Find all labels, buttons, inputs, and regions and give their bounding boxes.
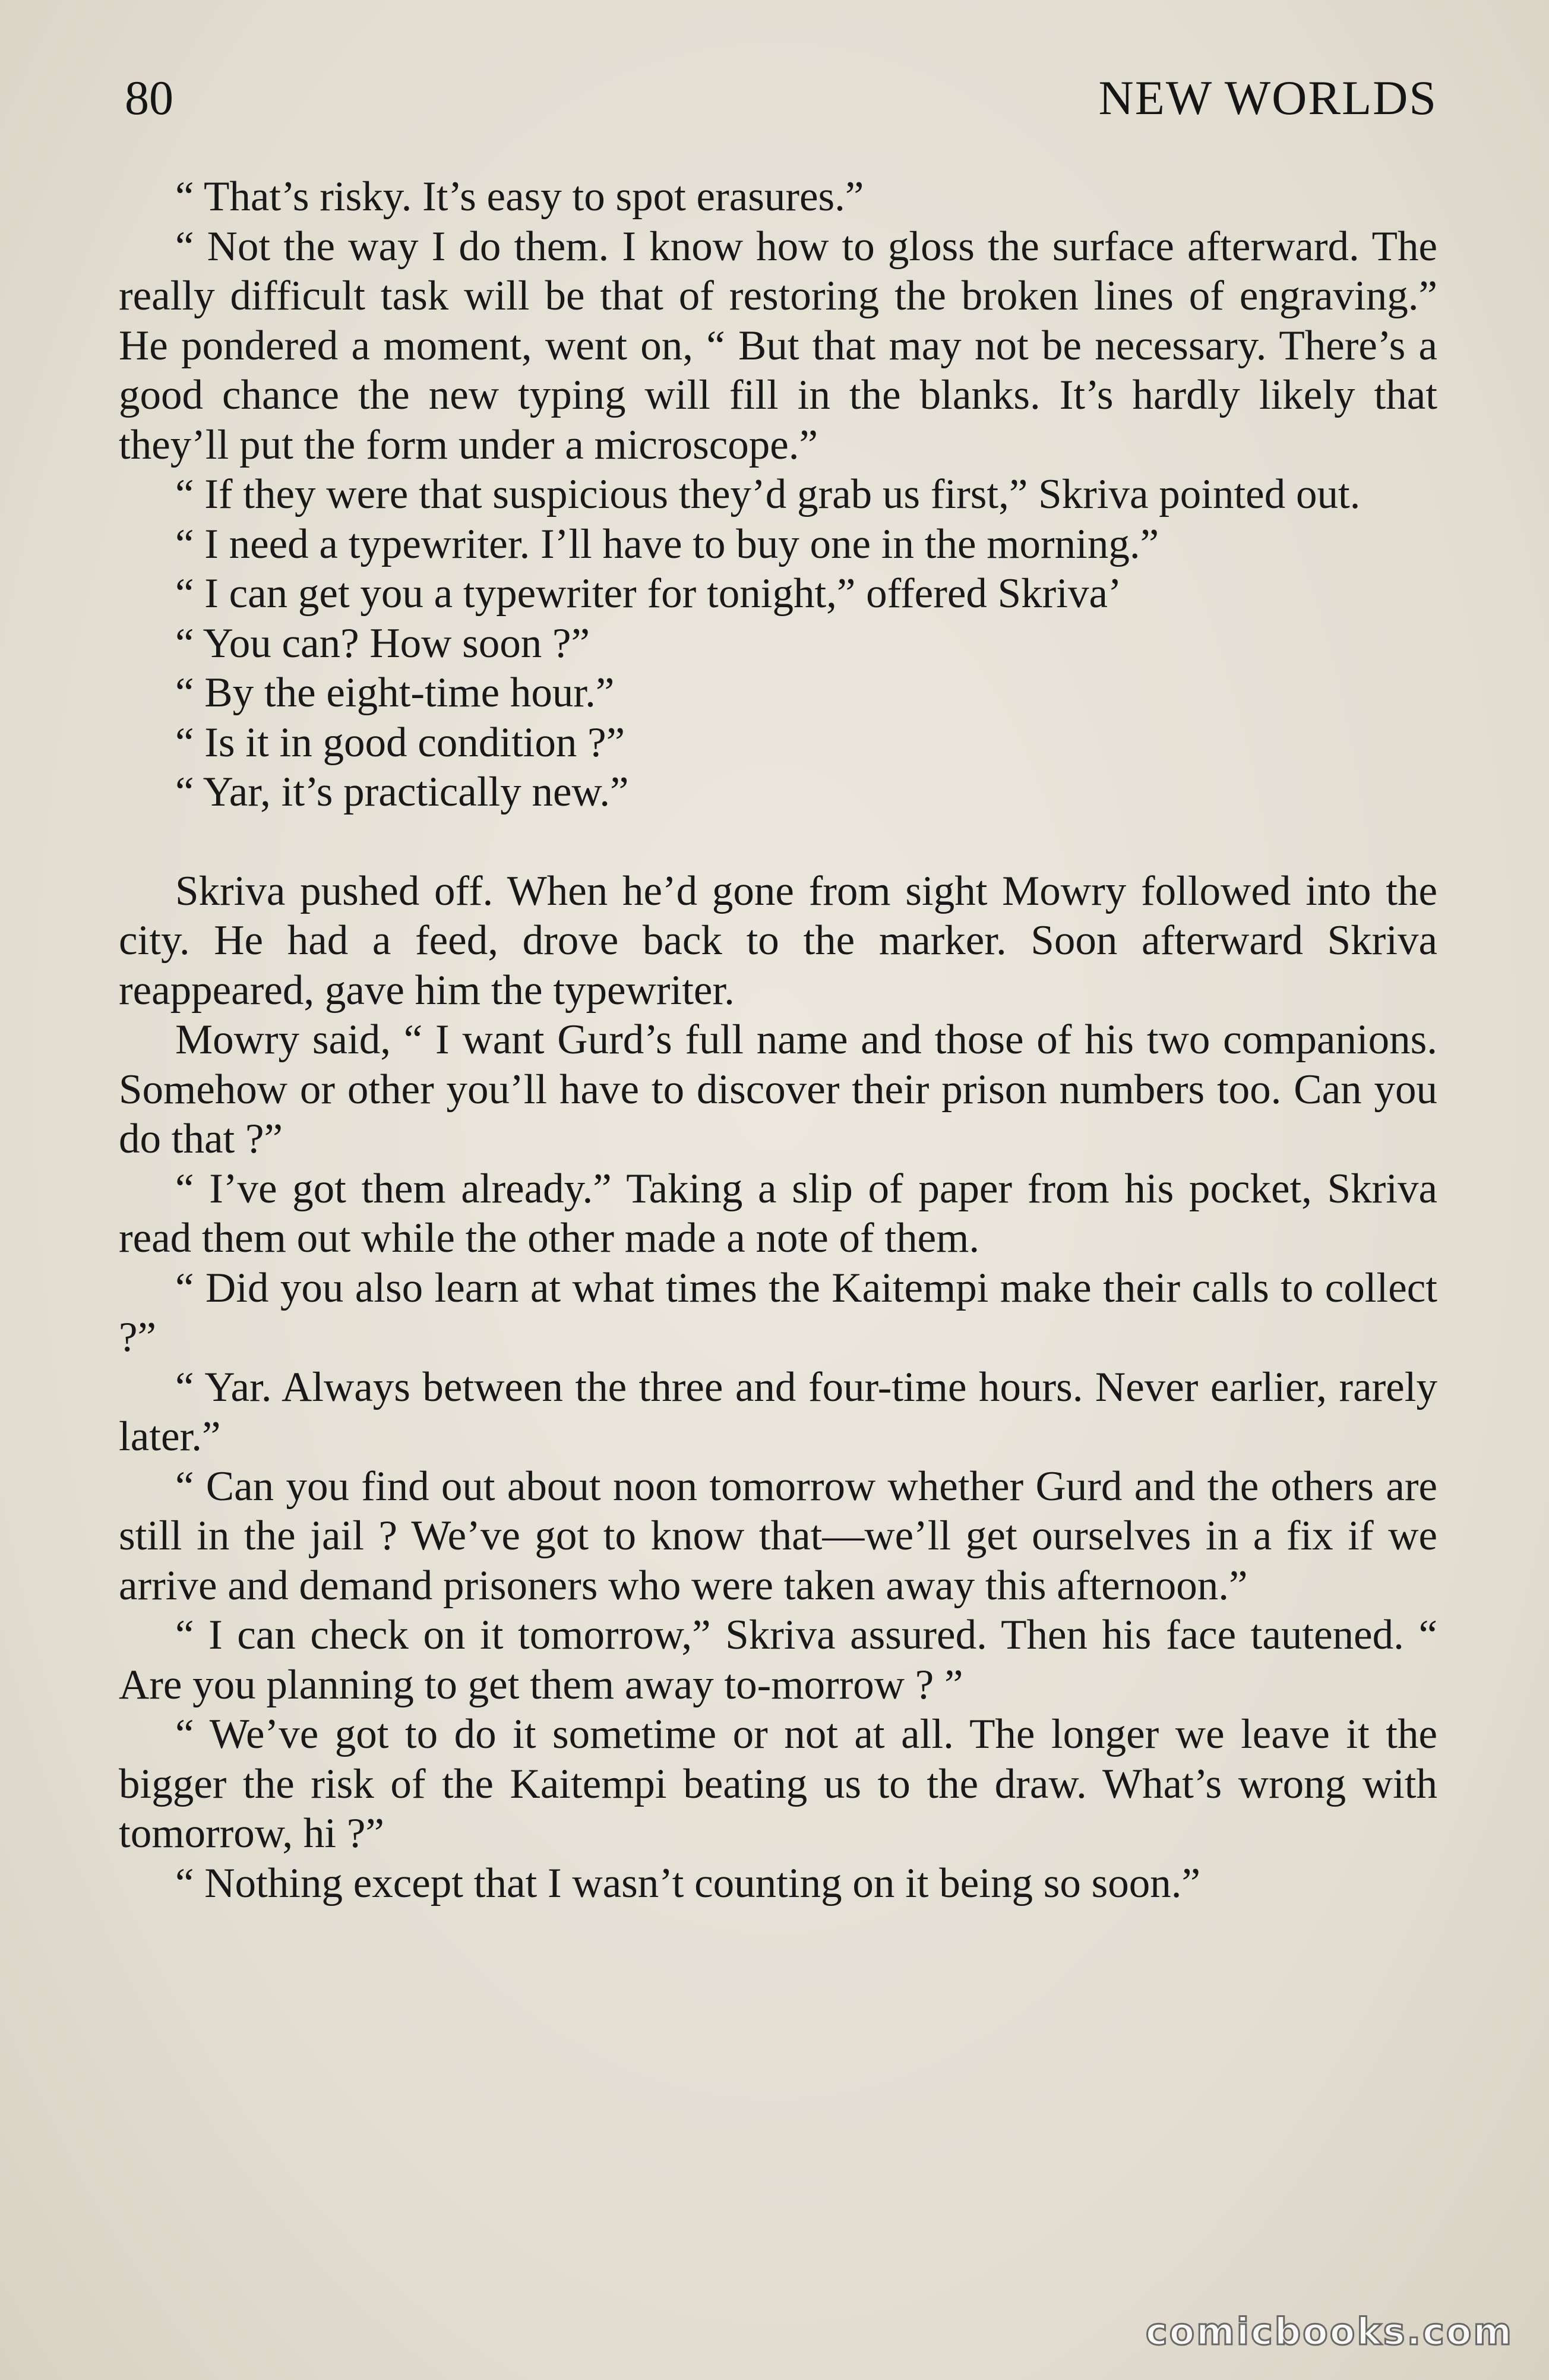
paragraph: “ Is it in good condition ?” bbox=[175, 719, 625, 766]
paragraph: “ We’ve got to do it sometime or not at all. The longer we leave it the bigger the risk of the Kaitempi beating us to the draw. What’s wrong with tomorrow, hi ?” bbox=[119, 1711, 1437, 1857]
paragraph: “ I need a typewriter. I’ll have to buy one in the morning.” bbox=[175, 520, 1159, 567]
paragraph: “ I can get you a typewriter for tonight,” offered Skriva’ bbox=[175, 570, 1122, 617]
paragraph: “ Can you find out about noon tomorrow whether Gurd and the others are still in the jail ? We’ve got to know that—we’ll get ourselves in a fix if we arrive and demand prisoners who were taken away this afternoon.” bbox=[119, 1463, 1437, 1609]
paragraph: “ Did you also learn at what times the Kaitempi make their calls to collect ?” bbox=[119, 1264, 1437, 1361]
paragraph: “ Nothing except that I wasn’t counting on it being so soon.” bbox=[175, 1860, 1201, 1906]
paragraph: “ That’s risky. It’s easy to spot erasures.” bbox=[175, 173, 864, 220]
paragraph: “ Not the way I do them. I know how to gloss the surface afterward. The really difficult task will be that of restoring the broken lines of engraving.” He pondered a moment, went on, “ But that may not be necessary. There’s a good chance the new typing will fill in the blanks. It’s hardly likely that they’ll put the form under a microscope.” bbox=[119, 223, 1437, 468]
running-head: NEW WORLDS bbox=[1098, 71, 1437, 125]
body-text bbox=[119, 172, 1437, 1908]
paragraph: Skriva pushed off. When he’d gone from sight Mowry followed into the city. He had a feed, drove back to the marker. Soon afterward Skriva reappeared, gave him the typewriter. bbox=[119, 867, 1437, 1014]
paragraph: “ I can check on it tomorrow,” Skriva assured. Then his face tautened. “ Are you planning to get them away to-morrow ? ” bbox=[119, 1612, 1437, 1708]
watermark: comicbooks.com bbox=[1145, 2310, 1513, 2353]
paragraph: “ Yar, it’s practically new.” bbox=[175, 769, 629, 815]
paragraph: Mowry said, “ I want Gurd’s full name and those of his two companions. Somehow or other you’ll have to discover their prison numbers too. Can you do that ?” bbox=[119, 1017, 1437, 1162]
paragraph: “ Yar. Always between the three and four-time hours. Never earlier, rarely later.” bbox=[119, 1363, 1437, 1460]
page-header bbox=[125, 70, 1437, 135]
page-number: 80 bbox=[125, 71, 173, 125]
paragraph: “ You can? How soon ?” bbox=[175, 620, 590, 667]
paragraph: “ If they were that suspicious they’d grab us first,” Skriva pointed out. bbox=[175, 471, 1361, 517]
paragraph: “ I’ve got them already.” Taking a slip of paper from his pocket, Skriva read them out while the other made a note of them. bbox=[119, 1165, 1437, 1261]
paragraph: “ By the eight-time hour.” bbox=[175, 670, 615, 716]
